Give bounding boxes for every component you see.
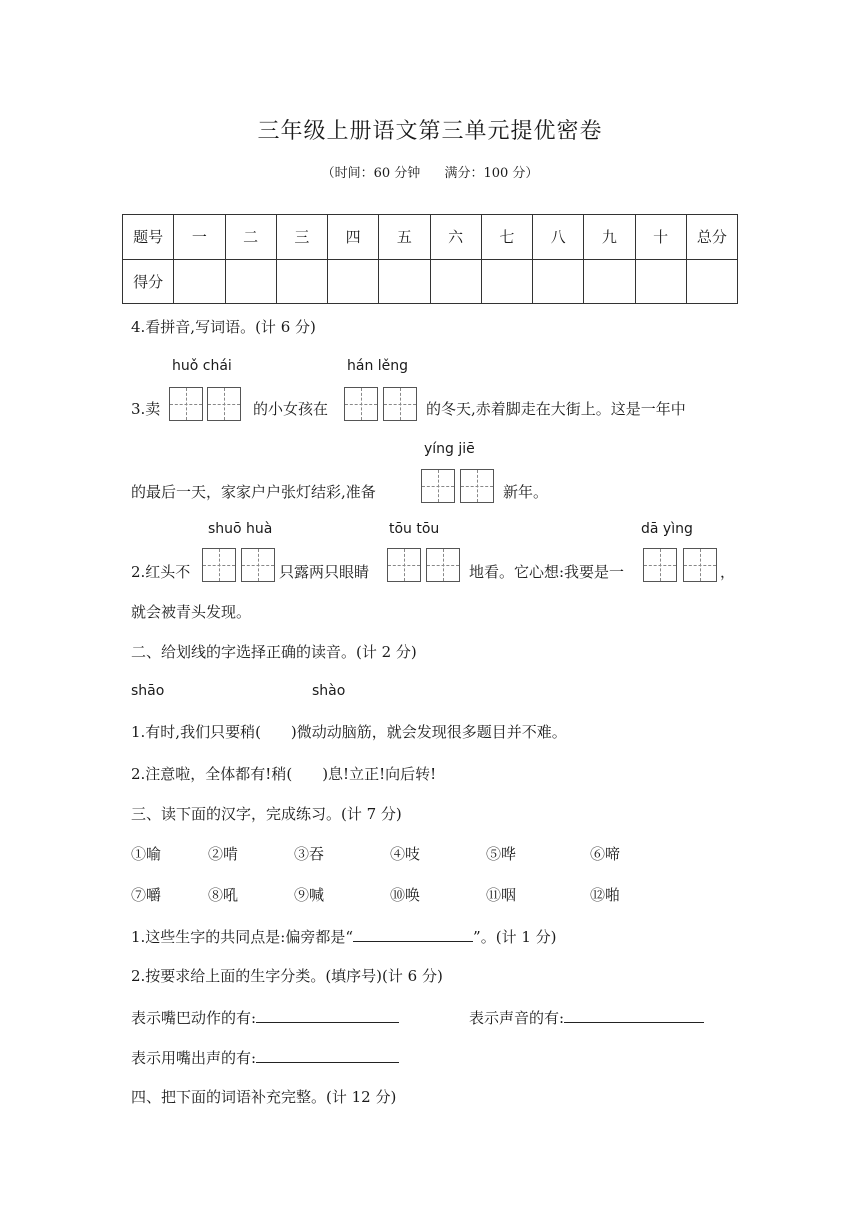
score-col: 七: [481, 215, 532, 260]
writing-grid-box[interactable]: [460, 469, 494, 503]
sentence-text: ，: [720, 563, 736, 581]
question-heading: 四、把下面的词语补充完整。(计 12 分): [131, 1088, 397, 1106]
pinyin: dā yìng: [641, 521, 693, 537]
score-col: 八: [533, 215, 584, 260]
sentence-text: 的小女孩在: [253, 400, 329, 418]
score-cell[interactable]: [533, 259, 584, 304]
category-line: [131, 1046, 399, 1068]
sentence-text: 的冬天,赤着脚走在大街上。这是一年中: [426, 400, 686, 418]
sentence-text: 的最后一天，家家户户张灯结彩,准备: [131, 483, 376, 501]
sentence-text: 2.红头不: [131, 563, 191, 581]
question-item: 2.按要求给上面的生字分类。(填序号)(计 6 分): [131, 967, 443, 985]
sentence-text: 就会被青头发现。: [131, 603, 252, 621]
question-heading: 4.看拼音,写词语。(计 6 分): [131, 318, 316, 336]
pinyin-option: shào: [312, 683, 346, 699]
category-label: 表示用嘴出声的有:: [131, 1049, 257, 1067]
score-cell[interactable]: [635, 259, 686, 304]
char-item: ①喻: [131, 845, 162, 863]
writing-grid-box[interactable]: [202, 548, 236, 582]
char-item: ⑥啼: [590, 845, 621, 863]
writing-grid-box[interactable]: [207, 387, 241, 421]
question-item: 1.有时,我们只要稍( )微动动脑筋，就会发现很多题目并不难。: [131, 723, 567, 741]
question-heading: 二、给划线的字选择正确的读音。(计 2 分): [131, 643, 417, 661]
question-item: [131, 925, 557, 947]
score-cell[interactable]: [379, 259, 430, 304]
exam-info: [0, 162, 860, 181]
score-col: 三: [276, 215, 327, 260]
score-col: 五: [379, 215, 430, 260]
score-row-label: 得分: [123, 259, 174, 304]
category-line: [469, 1006, 704, 1028]
score-col: 六: [430, 215, 481, 260]
pinyin-option: shāo: [131, 683, 165, 699]
sentence-text: 地看。它心想:我要是一: [469, 563, 625, 581]
score-col: 十: [635, 215, 686, 260]
score-cell[interactable]: [584, 259, 635, 304]
sentence-text: 只露两只眼睛: [279, 563, 370, 581]
sentence-text: 新年。: [503, 483, 549, 501]
score-cell[interactable]: [328, 259, 379, 304]
char-item: ⑨喊: [294, 886, 325, 904]
char-item: ⑦嚼: [131, 886, 162, 904]
score-col-total: 总分: [686, 215, 737, 260]
writing-grid-box[interactable]: [169, 387, 203, 421]
pinyin: huǒ chái: [172, 358, 232, 374]
answer-blank[interactable]: [353, 925, 473, 942]
char-item: ⑧吼: [208, 886, 239, 904]
char-item: ⑫啪: [590, 886, 621, 904]
question-heading: 三、读下面的汉字，完成练习。(计 7 分): [131, 805, 402, 823]
score-table-score-row: [123, 259, 738, 304]
score-col: 四: [328, 215, 379, 260]
score-cell[interactable]: [481, 259, 532, 304]
char-item: ④吱: [390, 845, 421, 863]
score-col: 二: [225, 215, 276, 260]
char-item: ⑪咽: [486, 886, 517, 904]
score-table-header-row: [123, 215, 738, 260]
writing-grid-box[interactable]: [683, 548, 717, 582]
question-item: 2.注意啦，全体都有!稍( )息!立正!向后转!: [131, 765, 437, 783]
score-cell-total[interactable]: [686, 259, 737, 304]
pinyin: yíng jiē: [424, 441, 475, 457]
score-cell[interactable]: [276, 259, 327, 304]
question-item-text: 1.这些生字的共同点是:偏旁都是“: [131, 928, 354, 946]
exam-time: （时间：60 分钟: [321, 166, 421, 181]
sentence-text: 3.卖: [131, 400, 161, 418]
char-item: ②啃: [208, 845, 239, 863]
writing-grid-box[interactable]: [383, 387, 417, 421]
answer-blank[interactable]: [564, 1006, 704, 1023]
score-col: 九: [584, 215, 635, 260]
score-cell[interactable]: [225, 259, 276, 304]
writing-grid-box[interactable]: [241, 548, 275, 582]
char-item: ⑤哗: [486, 845, 517, 863]
writing-grid-box[interactable]: [387, 548, 421, 582]
page-title: 三年级上册语文第三单元提优密卷: [257, 119, 603, 144]
category-line: [131, 1006, 399, 1028]
answer-blank[interactable]: [256, 1046, 399, 1063]
score-cell[interactable]: [174, 259, 225, 304]
answer-blank[interactable]: [256, 1006, 399, 1023]
question-item-text: ”。(计 1 分): [473, 928, 557, 946]
writing-grid-box[interactable]: [426, 548, 460, 582]
score-cell[interactable]: [430, 259, 481, 304]
category-label: 表示声音的有:: [469, 1009, 565, 1027]
char-item: ③吞: [294, 845, 325, 863]
pinyin: tōu tōu: [389, 521, 440, 537]
exam-full-score: 满分：100 分）: [444, 166, 539, 181]
pinyin: shuō huà: [208, 521, 273, 537]
score-header-label: 题号: [123, 215, 174, 260]
score-table: [122, 214, 738, 304]
writing-grid-box[interactable]: [344, 387, 378, 421]
score-col: 一: [174, 215, 225, 260]
category-label: 表示嘴巴动作的有:: [131, 1009, 257, 1027]
writing-grid-box[interactable]: [421, 469, 455, 503]
pinyin: hán lěng: [347, 358, 409, 374]
writing-grid-box[interactable]: [643, 548, 677, 582]
char-item: ⑩唤: [390, 886, 421, 904]
